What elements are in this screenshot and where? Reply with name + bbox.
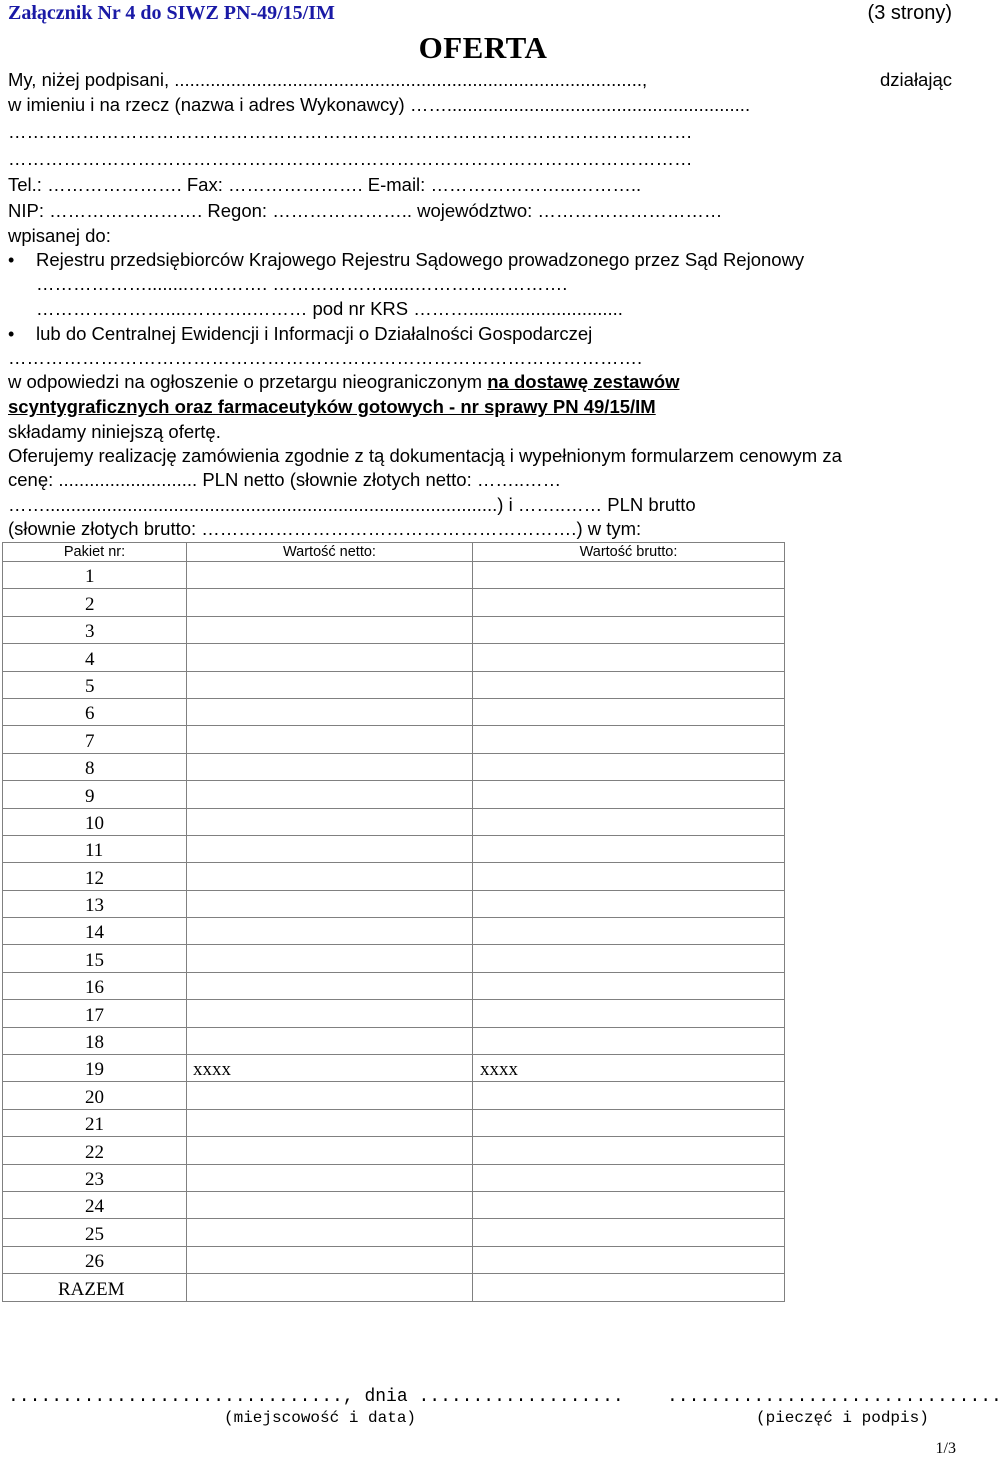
net-value-cell: [187, 945, 473, 972]
net-value-cell: [187, 616, 473, 643]
contact-line: Tel.: …………………. Fax: …………………. E-mail: …………………...………..: [8, 174, 642, 195]
gross-value-cell: [473, 726, 785, 753]
table-row: [3, 616, 785, 643]
header-net-value: Wartość netto:: [187, 543, 473, 562]
nip-regon-line: NIP: ……………………. Regon: ………………….. województwo: …………………………: [8, 200, 723, 221]
table-header-row: [3, 543, 785, 562]
table-row: [3, 1137, 785, 1164]
contractor-name-address-line: w imieniu i na rzecz (nazwa i adres Wykonawcy) ……...........................................................: [8, 94, 751, 115]
table-row: [3, 1164, 785, 1191]
ceidg-register-text: lub do Centralnej Ewidencji i Informacji o Działalności Gospodarczej: [36, 323, 593, 344]
gross-value-cell: [473, 1219, 785, 1246]
stamp-signature-field: ...............................: [667, 1387, 1002, 1407]
table-row: [3, 1219, 785, 1246]
table-row: [3, 644, 785, 671]
net-value-cell: [187, 589, 473, 616]
document-title: OFERTA: [418, 30, 548, 65]
acting-label: działając: [880, 69, 952, 90]
package-number-cell: 16: [3, 972, 187, 999]
registered-to-label: wpisanej do:: [8, 225, 111, 246]
gross-value-cell: [473, 863, 785, 890]
net-value-cell: [187, 698, 473, 725]
package-number-cell: 11: [3, 835, 187, 862]
table-row: [3, 1109, 785, 1136]
packages-table-body: [3, 562, 785, 1302]
table-row: [3, 1191, 785, 1218]
gross-value-cell: [473, 644, 785, 671]
table-row: [3, 781, 785, 808]
attachment-title: Załącznik Nr 4 do SIWZ PN-49/15/IM: [8, 2, 335, 24]
subject-part-2: scyntygraficznych oraz farmaceutyków gotowych - nr sprawy PN 49/15/IM: [8, 396, 656, 417]
gross-value-cell: [473, 945, 785, 972]
bullet-icon: •: [8, 250, 15, 270]
packages-table: [2, 542, 785, 1302]
net-value-cell: [187, 1191, 473, 1218]
package-number-cell: 25: [3, 1219, 187, 1246]
stamp-signature-caption: (pieczęć i podpis): [756, 1409, 929, 1427]
table-row: [3, 589, 785, 616]
tender-response-line: [8, 370, 952, 394]
table-row: [3, 698, 785, 725]
table-row: [3, 1082, 785, 1109]
net-value-cell: [187, 1082, 473, 1109]
page-number: 1/3: [935, 1440, 956, 1457]
gross-value-cell: [473, 1191, 785, 1218]
table-row: [3, 1274, 785, 1301]
net-value-cell: [187, 726, 473, 753]
gross-value-cell: [473, 890, 785, 917]
net-value-cell: [187, 1137, 473, 1164]
gross-value-cell: [473, 753, 785, 780]
gross-value-cell: [473, 1137, 785, 1164]
net-value-cell: [187, 918, 473, 945]
package-number-cell: 4: [3, 644, 187, 671]
pages-info: (3 strony): [867, 2, 952, 24]
gross-value-cell: [473, 671, 785, 698]
table-row: [3, 863, 785, 890]
gross-value-cell: [473, 1164, 785, 1191]
gross-value-cell: [473, 781, 785, 808]
tender-response-text: w odpowiedzi na ogłoszenie o przetargu nieograniczonym: [8, 371, 483, 392]
gross-value-cell: [473, 1027, 785, 1054]
gross-value-cell: [473, 698, 785, 725]
gross-value-cell: [473, 616, 785, 643]
package-number-cell: 22: [3, 1137, 187, 1164]
table-row: [3, 945, 785, 972]
price-line-1: Oferujemy realizację zamówienia zgodnie z tą dokumentacją i wypełnionym formularzem cenowym za: [8, 445, 842, 466]
price-line-3: ……........................................................................................) i ……..…… PLN brutto: [8, 494, 696, 515]
net-value-cell: [187, 1000, 473, 1027]
package-number-cell: 8: [3, 753, 187, 780]
gross-value-cell: [473, 1000, 785, 1027]
net-value-cell: [187, 562, 473, 589]
net-value-cell: [187, 863, 473, 890]
gross-value-cell: [473, 835, 785, 862]
table-row: [3, 835, 785, 862]
package-number-cell: 10: [3, 808, 187, 835]
package-number-cell: 19: [3, 1055, 187, 1082]
net-value-cell: [187, 1246, 473, 1273]
krs-register-text: Rejestru przedsiębiorców Krajowego Rejestru Sądowego prowadzonego przez Sąd Rejonowy: [36, 249, 805, 270]
net-value-cell: [187, 781, 473, 808]
table-row: [3, 918, 785, 945]
package-number-cell: 23: [3, 1164, 187, 1191]
place-date-caption: (miejscowość i data): [224, 1409, 417, 1427]
package-number-cell: 1: [3, 562, 187, 589]
intro-line-1: [8, 68, 952, 92]
table-row: [3, 1027, 785, 1054]
ceidg-dots-line: ………………………………………………………………………………………….: [8, 347, 643, 368]
header-package-number: Pakiet nr:: [3, 543, 187, 562]
package-number-cell: 9: [3, 781, 187, 808]
net-value-cell: [187, 890, 473, 917]
gross-value-cell: [473, 1274, 785, 1301]
package-number-cell: 12: [3, 863, 187, 890]
subject-part-1: na dostawę zestawów: [487, 371, 680, 392]
dots-line: …………………………………………………………………………………………………: [8, 148, 693, 169]
net-value-cell: [187, 1219, 473, 1246]
krs-court-dots-line: ………………........…………. ………………......…………………….: [36, 273, 568, 294]
net-value-cell: xxxx: [187, 1055, 473, 1082]
package-number-cell: 21: [3, 1109, 187, 1136]
package-number-cell: 5: [3, 671, 187, 698]
table-row: [3, 890, 785, 917]
package-number-cell: 7: [3, 726, 187, 753]
package-number-cell: 18: [3, 1027, 187, 1054]
table-row: [3, 671, 785, 698]
table-row: [3, 1000, 785, 1027]
place-date-field: ..............................., dnia ...................: [8, 1387, 624, 1407]
package-number-cell: 17: [3, 1000, 187, 1027]
table-row: [3, 753, 785, 780]
gross-value-cell: [473, 808, 785, 835]
package-number-cell: 20: [3, 1082, 187, 1109]
header-gross-value: Wartość brutto:: [473, 543, 785, 562]
gross-value-cell: [473, 1246, 785, 1273]
gross-value-cell: [473, 972, 785, 999]
price-line-4: (słownie złotych brutto: …………………………………………………….) w tym:: [8, 518, 642, 539]
gross-value-cell: [473, 589, 785, 616]
gross-value-cell: xxxx: [473, 1055, 785, 1082]
gross-value-cell: [473, 1109, 785, 1136]
net-value-cell: [187, 1274, 473, 1301]
package-number-cell: 13: [3, 890, 187, 917]
submit-offer-line: składamy niniejszą ofertę.: [8, 421, 221, 442]
subject-line: [8, 395, 952, 419]
price-line-2: cenę: ........................... PLN netto (słownie złotych netto: ……..……: [8, 469, 562, 490]
document-header: [8, 2, 952, 28]
table-row: [3, 726, 785, 753]
net-value-cell: [187, 1109, 473, 1136]
net-value-cell: [187, 835, 473, 862]
bullet-icon: •: [8, 324, 15, 344]
dots-line: …………………………………………………………………………………………………: [8, 121, 693, 142]
package-number-cell: 2: [3, 589, 187, 616]
net-value-cell: [187, 753, 473, 780]
table-row: [3, 1055, 785, 1082]
table-row: [3, 562, 785, 589]
package-number-cell: 15: [3, 945, 187, 972]
net-value-cell: [187, 1164, 473, 1191]
package-number-cell: 3: [3, 616, 187, 643]
package-number-cell: RAZEM: [3, 1274, 187, 1301]
gross-value-cell: [473, 918, 785, 945]
net-value-cell: [187, 972, 473, 999]
net-value-cell: [187, 808, 473, 835]
table-row: [3, 972, 785, 999]
package-number-cell: 14: [3, 918, 187, 945]
net-value-cell: [187, 644, 473, 671]
signatories-field: My, niżej podpisani, ...........................................................................................,: [8, 69, 648, 90]
table-row: [3, 808, 785, 835]
krs-number-line: …………………....………..……… pod nr KRS ………..............................: [36, 298, 623, 319]
gross-value-cell: [473, 1082, 785, 1109]
gross-value-cell: [473, 562, 785, 589]
net-value-cell: [187, 671, 473, 698]
net-value-cell: [187, 1027, 473, 1054]
table-row: [3, 1246, 785, 1273]
package-number-cell: 6: [3, 698, 187, 725]
package-number-cell: 26: [3, 1246, 187, 1273]
package-number-cell: 24: [3, 1191, 187, 1218]
